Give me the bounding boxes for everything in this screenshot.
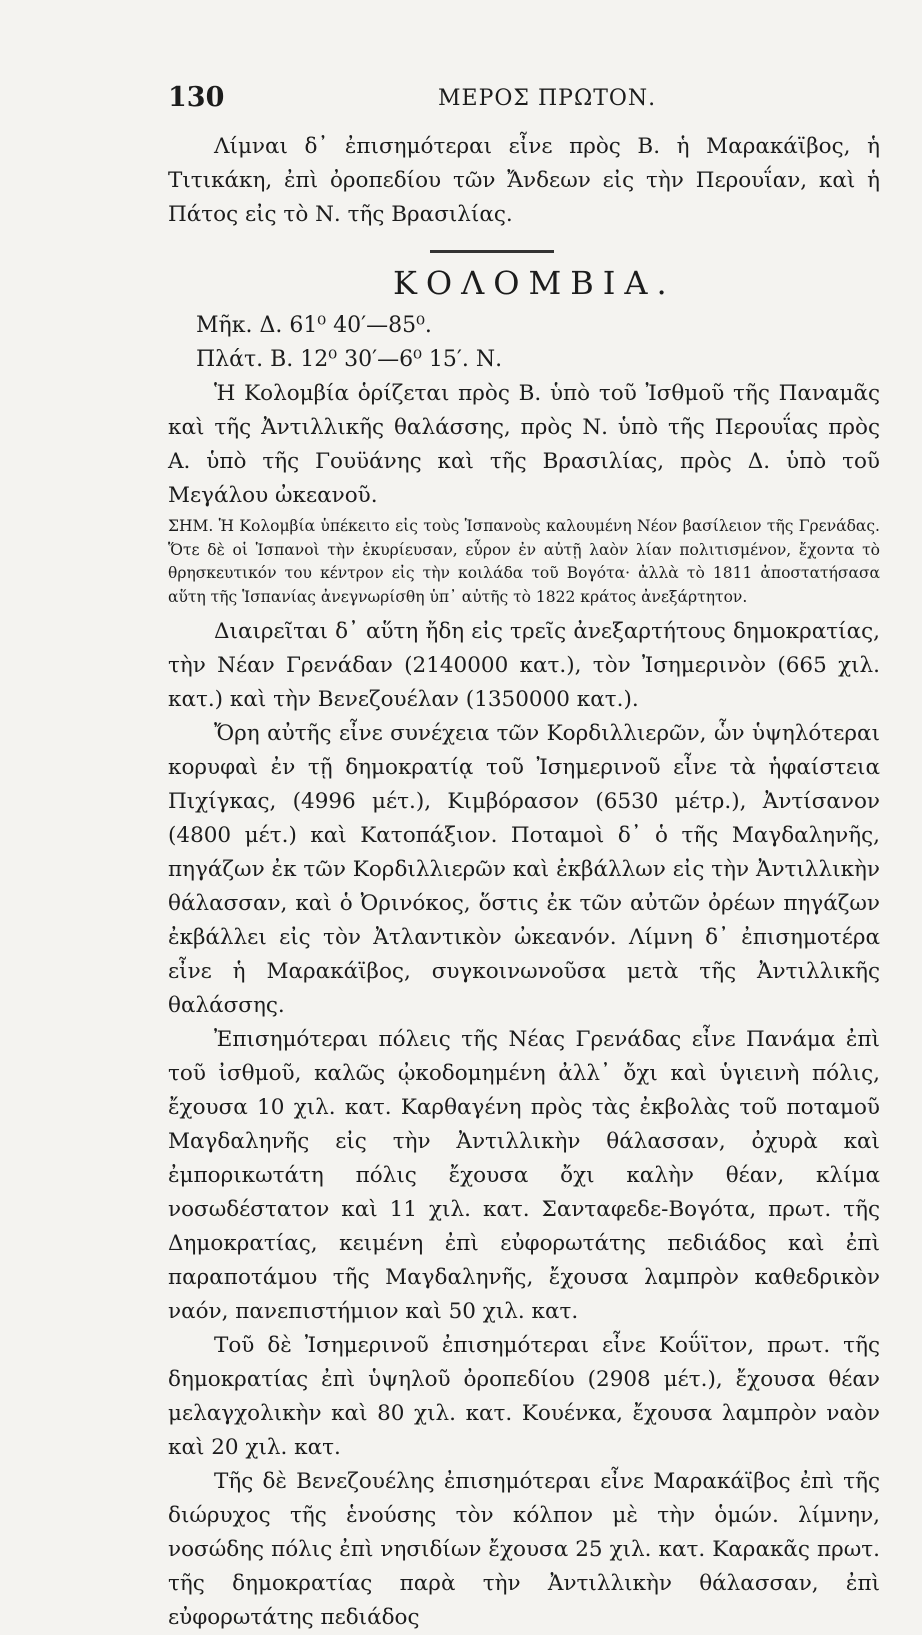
ecuador-cities-paragraph: Τοῦ δὲ Ἰσημερινοῦ ἐπισημότεραι εἶνε Κοΰϊτον, πρωτ. τῆς δημοκρατίας ἐπὶ ὑψηλοῦ ὀροπεδίου (2908 μέτ.), ἔχουσα θέαν μελαγχολικὴν καὶ 80 χιλ. κατ. Κουένκα, ἔχουσα λαμπρὸν ναὸν καὶ 20 χιλ. κατ. <box>168 1333 880 1460</box>
page-body <box>168 130 880 1635</box>
section-title: ΚΟΛΟΜΒΙΑ. <box>393 264 676 302</box>
section-divider <box>430 250 554 253</box>
divisions-paragraph: Διαιρεῖται δ᾿ αὕτη ἤδη εἰς τρεῖς ἀνεξαρτήτους δημοκρατίας, τὴν Νέαν Γρενάδαν (2140000 κατ.), τὸν Ἰσημερινὸν (665 χιλ. κατ.) καὶ τὴν Βενεζουέλαν (1350000 κατ.). <box>168 619 880 712</box>
running-head: ΜΕΡΟΣ ΠΡΩΤΟΝ. <box>438 86 657 111</box>
latitude-line: Πλάτ. Β. 12⁰ 30′—6⁰ 15′. Ν. <box>196 347 503 372</box>
mountains-rivers-paragraph: Ὄρη αὐτῆς εἶνε συνέχεια τῶν Κορδιλλιερῶν, ὧν ὑψηλότεραι κορυφαὶ ἐν τῇ δημοκρατίᾳ τοῦ Ἰσημερινοῦ εἶνε τὰ ἡφαίστεια Πιχίγκας, (4996 μέτ.), Κιμβόρασον (6530 μέτρ.), Ἀντίσανον (4800 μέτ.) καὶ Κατοπάξιον. Ποταμοὶ δ᾿ ὁ τῆς Μαγδαληνῆς, πηγάζων ἐκ τῶν Κορδιλλιερῶν καὶ ἐκβάλλων εἰς τὴν Ἀντιλλικὴν θάλασσαν, καὶ ὁ Ὀρινόκος, ὅστις ἐκ τῶν αὐτῶν ὀρέων πηγάζων ἐκβάλλει εἰς τὸν Ἀτλαντικὸν ὠκεανόν. Λίμνη δ᾿ ἐπισημοτέρα εἶνε ἡ Μαρακάϊβος, συγκοινωνοῦσα μετὰ τῆς Ἀντιλλικῆς θαλάσσης. <box>168 721 880 1018</box>
new-granada-cities-paragraph: Ἐπισημότεραι πόλεις τῆς Νέας Γρενάδας εἶνε Πανάμα ἐπὶ τοῦ ἰσθμοῦ, καλῶς ᾠκοδομημένη ἀλλ᾿ ὄχι καὶ ὑγιεινὴ πόλις, ἔχουσα 10 χιλ. κατ. Καρθαγένη πρὸς τὰς ἐκβολὰς τοῦ ποταμοῦ Μαγδαληνῆς εἰς τὴν Ἀντιλλικὴν θάλασσαν, ὀχυρὰ καὶ ἐμπορικωτάτη πόλις ἔχουσα ὄχι καλὴν θέαν, κλίμα νοσωδέστατον καὶ 11 χιλ. κατ. Σανταφεδε-Βογότα, πρωτ. τῆς Δημοκρατίας, κειμένη ἐπὶ εὐφορωτάτης πεδιάδος καὶ ἐπὶ παραποτάμου τῆς Μαγδαληνῆς, ἔχουσα λαμπρὸν καθεδρικὸν ναόν, πανεπιστήμιον καὶ 50 χιλ. κατ. <box>168 1027 880 1324</box>
venezuela-cities-paragraph: Τῆς δὲ Βενεζουέλης ἐπισημότεραι εἶνε Μαρακάϊβος ἐπὶ τῆς διώρυχος τῆς ἑνούσης τὸν κόλπον μὲ τὴν ὁμών. λίμνην, νοσώδης πόλις ἐπὶ νησιδίων ἔχουσα 25 χιλ. κατ. Καρακᾶς πρωτ. τῆς δημοκρατίας παρὰ τὴν Ἀντιλλικὴν θάλασσαν, ἐπὶ εὐφορωτάτης πεδιάδος <box>168 1469 880 1630</box>
lakes-paragraph: Λίμναι δ᾿ ἐπισημότεραι εἶνε πρὸς Β. ἡ Μαρακάϊβος, ἡ Τιτικάκη, ἐπὶ ὀροπεδίου τῶν Ἄνδεων εἰς τὴν Περουΐαν, καὶ ἡ Πάτος εἰς τὸ Ν. τῆς Βρασιλίας. <box>168 134 880 227</box>
boundaries-paragraph: Ἡ Κολομβία ὁρίζεται πρὸς Β. ὑπὸ τοῦ Ἰσθμοῦ τῆς Παναμᾶς καὶ τῆς Ἀντιλλικῆς θαλάσσης, πρὸς Ν. ὑπὸ τῆς Περουΐας πρὸς Α. ὑπὸ τῆς Γουϋάνης καὶ τῆς Βρασιλίας, πρὸς Δ. ὑπὸ τοῦ Μεγάλου ὠκεανοῦ. <box>168 381 880 508</box>
historical-note: ΣΗΜ. Ἡ Κολομβία ὑπέκειτο εἰς τοὺς Ἱσπανοὺς καλουμένη Νέον βασίλειον τῆς Γρενάδας. Ὅτε δὲ οἱ Ἱσπανοὶ τὴν ἐκυρίευσαν, εὗρον ἐν αὐτῇ λαὸν λίαν πολιτισμένον, ἔχοντα τὸ θρησκευτικόν του κέντρον εἰς τὴν κοιλάδα τοῦ Βογότα· ἀλλὰ τὸ 1811 ἀποστατήσασα αὕτη τῆς Ἱσπανίας ἀνεγνωρίσθη ὑπ᾿ αὐτῆς τὸ 1822 κράτος ἀνεξάρτητον. <box>168 517 880 606</box>
page-number: 130 <box>168 82 225 113</box>
page-header <box>168 82 880 122</box>
longitude-line: Μῆκ. Δ. 61⁰ 40′—85⁰. <box>196 313 432 338</box>
